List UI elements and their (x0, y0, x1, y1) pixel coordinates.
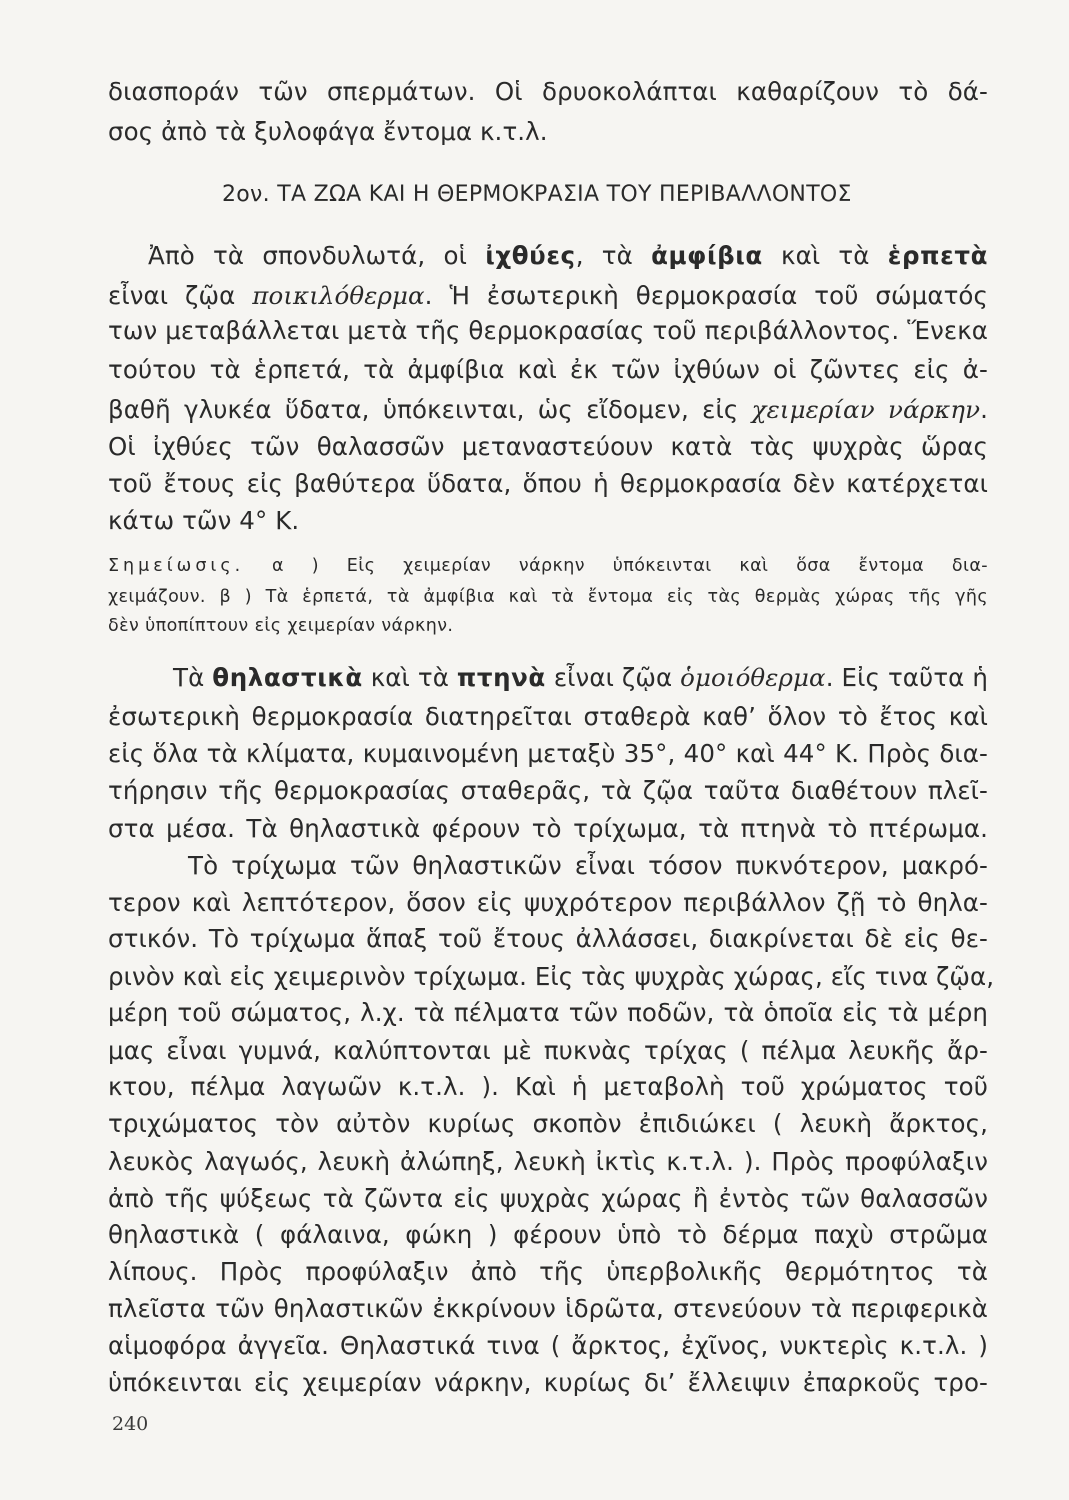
section-heading (222, 178, 1069, 212)
note-label: Σημείωσις. (108, 556, 245, 576)
text-run: , τὰ (575, 241, 652, 270)
text-run: κάτω τῶν 4° Κ. (108, 506, 300, 535)
text-line (108, 960, 995, 994)
text-line (108, 504, 988, 538)
text-run: Τὸ τρίχωμα τῶν θηλαστικῶν εἶναι τόσον πυκνότερον, μακρό- (188, 851, 988, 880)
text-run: σος ἀπὸ τὰ ξυλοφάγα ἔντομα κ.τ.λ. (108, 117, 548, 146)
text-run: θηλαστικὰ ( φάλαινα, φώκη ) φέρουν ὑπὸ τὸ δέρμα παχὺ στρῶμα (108, 1220, 988, 1249)
bold-term: θηλαστικὰ (212, 663, 363, 692)
text-line (108, 774, 988, 808)
bold-term: ἑρπετὰ (887, 241, 989, 270)
text-run: στα μέσα. Τὰ θηλαστικὰ φέρουν τὸ τρίχωμα, τὰ πτηνὰ τὸ πτέρωμα. (108, 814, 988, 843)
text-run: τερον καὶ λεπτότερον, ὅσον εἰς ψυχρότερον περιβάλλον ζῇ τὸ θηλα- (108, 888, 988, 917)
italic-term: ὁμοιόθερμα (680, 663, 826, 692)
text-line (188, 849, 988, 883)
text-run: . Εἰς ταῦτα ἡ (825, 663, 988, 692)
text-line (108, 1218, 988, 1252)
text-run: τοῦ ἔτους εἰς βαθύτερα ὕδατα, ὅπου ἡ θερμοκρασία δὲν κατέρχεται (108, 469, 988, 498)
text-line (108, 1070, 988, 1104)
text-run: α ) Εἰς χειμερίαν νάρκην ὑπόκεινται καὶ ὅσα ἔντομα δια- (244, 556, 988, 576)
text-run: αἱμοφόρα ἀγγεῖα. Θηλαστικά τινα ( ἄρκτος, ἐχῖνος, νυκτερὶς κ.τ.λ. ) (108, 1331, 988, 1360)
text-line (108, 1107, 988, 1141)
text-line (108, 1366, 988, 1400)
text-run: 2ον. ΤΑ ΖΩΑ ΚΑΙ Η ΘΕΡΜΟΚΡΑΣΙΑ ΤΟΥ ΠΕΡΙΒΑΛΛΟΝΤΟΣ (222, 182, 852, 207)
page-number: 240 (112, 1413, 149, 1435)
italic-term: χειμερίαν νάρκην (751, 395, 981, 424)
text-run: δὲν ὑποπίπτουν εἰς χειμερίαν νάρκην. (108, 616, 454, 636)
text-run: τριχώματος τὸν αὐτὸν κυρίως σκοπὸν ἐπιδιώκει ( λευκὴ ἄρκτος, (108, 1109, 988, 1138)
text-line (148, 239, 988, 273)
text-run: καὶ τὰ (762, 241, 888, 270)
text-run: βαθῆ γλυκέα ὕδατα, ὑπόκεινται, ὡς εἴδομεν, εἰς (108, 395, 752, 424)
text-line (108, 1182, 988, 1216)
text-line (108, 922, 988, 956)
text-run: διασποράν τῶν σπερμάτων. Οἱ δρυοκολάπται καθαρίζουν τὸ δά- (108, 77, 988, 106)
text-run: καὶ τὰ (362, 663, 457, 692)
text-line (108, 279, 988, 313)
italic-term: ποικιλόθερμα (252, 281, 425, 310)
note-line (108, 584, 988, 610)
bold-term: ἰχθύες (485, 241, 576, 270)
text-line (108, 115, 988, 149)
text-line (108, 1034, 988, 1068)
text-run: ἐσωτερικὴ θερμοκρασία διατηρεῖται σταθερὰ καθ’ ὅλον τὸ ἔτος καὶ (108, 702, 988, 731)
text-line (108, 467, 988, 501)
text-line (108, 1292, 988, 1326)
text-line (108, 1329, 988, 1363)
text-line (108, 393, 988, 427)
text-run: χειμάζουν. β ) Τὰ ἑρπετά, τὰ ἀμφίβια καὶ τὰ ἔντομα εἰς τὰς θερμὰς χώρας τῆς γῆς (108, 587, 988, 607)
text-run: λίπους. Πρὸς προφύλαξιν ἀπὸ τῆς ὑπερβολικῆς θερμότητος τὰ (108, 1257, 988, 1286)
text-run: πλεῖστα τῶν θηλαστικῶν ἐκκρίνουν ἱδρῶτα, στενεύουν τὰ περιφερικὰ (108, 1294, 988, 1323)
text-run: λευκὸς λαγωός, λευκὴ ἀλώπηξ, λευκὴ ἰκτὶς κ.τ.λ. ). Πρὸς προφύλαξιν (108, 1147, 988, 1176)
text-run: . Ἡ ἐσωτερικὴ θερμοκρασία τοῦ σώματός (424, 281, 988, 310)
text-line (173, 661, 988, 695)
text-run: Ἀπὸ τὰ σπονδυλωτά, οἱ (148, 241, 486, 270)
text-line (108, 812, 988, 846)
text-run: τούτου τὰ ἑρπετά, τὰ ἀμφίβια καὶ ἐκ τῶν ἰχθύων οἱ ζῶντες εἰς ἀ- (108, 355, 988, 384)
text-run: . (980, 395, 988, 424)
text-line (108, 430, 988, 464)
text-run: μέρη τοῦ σώματος, λ.χ. τὰ πέλματα τῶν ποδῶν, τὰ ὁποῖα εἰς τὰ μέρη (108, 998, 988, 1027)
bold-term: ἀμφίβια (651, 241, 763, 270)
text-run: ὑπόκεινται εἰς χειμερίαν νάρκην, κυρίως δι’ ἔλλειψιν ἐπαρκοῦς τρο- (108, 1368, 988, 1397)
text-line (108, 886, 988, 920)
text-line (108, 996, 988, 1030)
text-run: μας εἶναι γυμνά, καλύπτονται μὲ πυκνὰς τρίχας ( πέλμα λευκῆς ἄρ- (108, 1036, 988, 1065)
bold-term: πτηνὰ (456, 663, 546, 692)
text-line (108, 75, 988, 109)
text-run: των μεταβάλλεται μετὰ τῆς θερμοκρασίας τοῦ περιβάλλοντος. Ἕνεκα (108, 316, 988, 345)
text-line (108, 1255, 988, 1289)
note-line (108, 613, 988, 639)
text-line (108, 353, 988, 387)
note-line (108, 553, 988, 579)
text-line (108, 1145, 988, 1179)
text-run: ἀπὸ τῆς ψύξεως τὰ ζῶντα εἰς ψυχρὰς χώρας ἢ ἐντὸς τῶν θαλασσῶν (108, 1184, 988, 1213)
text-run: εἰς ὅλα τὰ κλίματα, κυμαινομένη μεταξὺ 35°, 40° καὶ 44° Κ. Πρὸς δια- (108, 739, 988, 768)
text-line (108, 314, 988, 348)
text-line (108, 737, 988, 771)
text-run: εἶναι ζῷα (545, 663, 681, 692)
text-run: στικόν. Τὸ τρίχωμα ἅπαξ τοῦ ἔτους ἀλλάσσει, διακρίνεται δὲ εἰς θε- (108, 924, 988, 953)
text-run: Οἱ ἰχθύες τῶν θαλασσῶν μεταναστεύουν κατὰ τὰς ψυχρὰς ὥρας (108, 432, 988, 461)
text-run: τήρησιν τῆς θερμοκρασίας σταθερᾶς, τὰ ζῷα ταῦτα διαθέτουν πλεῖ- (108, 776, 988, 805)
text-run: Τὰ (173, 663, 213, 692)
text-run: κτου, πέλμα λαγωῶν κ.τ.λ. ). Καὶ ἡ μεταβολὴ τοῦ χρώματος τοῦ (108, 1072, 988, 1101)
text-run: ρινὸν καὶ εἰς χειμερινὸν τρίχωμα. Εἰς τὰς ψυχρὰς χώρας, εἴς τινα ζῷα, (108, 962, 995, 991)
text-run: εἶναι ζῷα (108, 281, 253, 310)
text-line (108, 700, 988, 734)
